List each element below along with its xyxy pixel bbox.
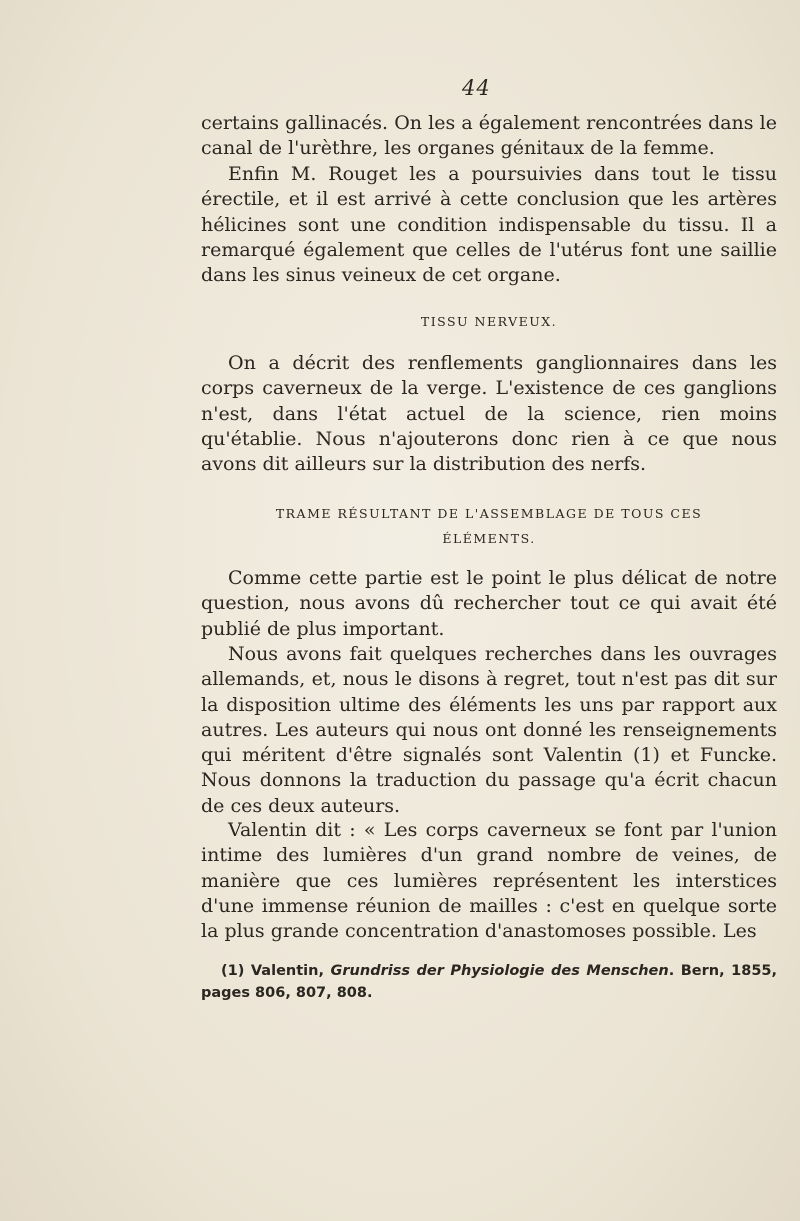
paragraph-4-text: Comme cette partie est le point le plus délicat de notre question, nous avons dû rechercher tout ce qui avait été publié de plus important.: [201, 567, 777, 640]
section-heading-nerveux: [201, 309, 777, 334]
paragraph-2-text: Enfin M. Rouget les a poursuivies dans tout le tissu érectile, et il est arrivé à cette conclusion que les artères hélicines sont une condition indispensable du tissu. Il a remarqué également que celles de l'utérus font une saillie dans les sinus veineux de cet organe.: [201, 163, 777, 287]
section-heading-trame: [201, 501, 777, 551]
footnote-lead: (1) Valentin,: [221, 963, 331, 979]
page-number: 44: [462, 76, 491, 100]
paragraph-5-text: Nous avons fait quelques recherches dans les ouvrages allemands, et, nous le disons à regret, tout n'est pas dit sur la disposition ultime des éléments les uns par rapport aux autres. Les auteurs qui nous ont donné les renseignements qui méritent d'être signalés sont Valentin (1) et Funcke. Nous donnons la traduction du passage qu'a écrit chacun de ces deux auteurs.: [201, 643, 777, 817]
heading-tissu-nerveux: TISSU NERVEUX.: [420, 314, 558, 329]
paragraph-1-text: certains gallinacés. On les a également rencontrées dans le canal de l'urèthre, les organes génitaux de la femme.: [201, 112, 777, 160]
paragraph-4: [201, 566, 777, 642]
paragraph-1: [201, 111, 777, 162]
heading-trame-line-1: TRAME RÉSULTANT DE L'ASSEMBLAGE DE TOUS CES: [275, 506, 703, 521]
paragraph-5: [201, 642, 777, 819]
footnote-title: Grundriss der Physiologie des Menschen: [330, 963, 669, 979]
paragraph-3-text: On a décrit des renflements ganglionnaires dans les corps caverneux de la verge. L'existence de ces ganglions n'est, dans l'état actuel de la science, rien moins qu'établie. Nous n'ajouterons donc rien à ce que nous avons dit ailleurs sur la distribution des nerfs.: [201, 352, 777, 476]
heading-trame-line-2: ÉLÉMENTS.: [442, 531, 536, 546]
paragraph-2: [201, 162, 777, 288]
paragraph-6-text: Valentin dit : « Les corps caverneux se font par l'union intime des lumières d'un grand nombre de veines, de manière que ces lumières représentent les interstices d'une immense réunion de mailles : c'est en quelque sorte la plus grande concentration d'anastomoses possible. Les: [201, 819, 777, 943]
footnote: [201, 960, 777, 1004]
paragraph-3: [201, 351, 777, 477]
footnote-rest: . Bern, 1855, pages 806, 807, 808.: [201, 963, 778, 1001]
paragraph-6: [201, 818, 777, 944]
